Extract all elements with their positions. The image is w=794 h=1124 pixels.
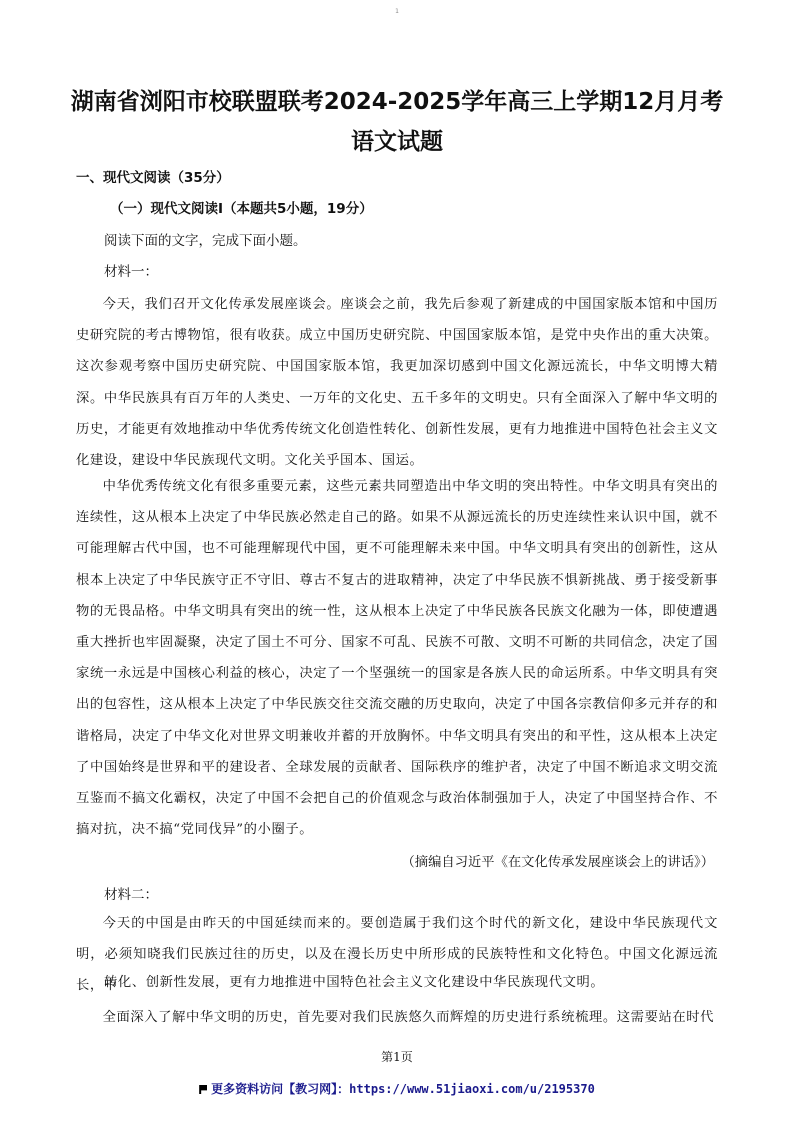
material-two-paragraph-1-continued: 转化、创新性发展，更有力地推进中国特色社会主义文化建设中华民族现代文明。 — [104, 975, 605, 990]
material-one-source: （摘编自习近平《在文化传承发展座谈会上的讲话》） — [401, 855, 714, 870]
paragraph-text: 今天的中国是由昨天的中国延续而来的。要创造属于我们这个时代的新文化，建设中华民族现代文明，必须知晓我们民族过往的历史，以及在漫长历史中所形成的民族特性和文化特色。中国文化源远流长，中 — [76, 916, 718, 994]
reading-instruction: 阅读下面的文字，完成下面小题。 — [104, 233, 307, 249]
subsection-heading: （一）现代文阅读Ⅰ（本题共5小题，19分） — [110, 201, 373, 217]
material-one-paragraph-2 — [76, 471, 718, 845]
paragraph-text: 中华优秀传统文化有很多重要元素，这些元素共同塑造出中华文明的突出特性。中华文明具有突出的连续性，这从根本上决定了中华民族必然走自己的路。如果不从源远流长的历史连续性来认识中国，就不可能理解古代中国，也不可能理解现代中国，更不可能理解未来中国。中华文明具有突出的创新性，这从根本上决定了中华民族守正不守旧、尊古不复古的进取精神，决定了中华民族不惧新挑战、勇于接受新事物的无畏品格。中华文明具有突出的统一性，这从根本上决定了中华民族各民族文化融为一体，即使遭遇重大挫折也牢固凝聚，决定了国土不可分、国家不可乱、民族不可散、文明不可断的共同信念，决定了国家统一永远是中国核心利益的核心，决定了一个坚强统一的国家是各族人民的命运所系。中华文明具有突出的包容性，这从根本上决定了中华民族交往交流交融的历史取向，决定了中国各宗教信仰多元并存的和谐格局，决定了中华文化对世界文明兼收并蓄的开放胸怀。中华文明具有突出的和平性，这从根本上决定了中国始终是世界和平的建设者、全球发展的贡献者、国际秩序的维护者，决定了中国不断追求文明交流互鉴而不搞文化霸权，决定了中国不会把自己的价值观念与政治体制强加于人，决定了中国坚持合作、不搞对抗，决不搞“党同伐异”的小圈子。 — [76, 479, 718, 838]
material-two-paragraph-2 — [76, 1002, 718, 1033]
page-number: 第1页 — [381, 1050, 413, 1064]
material-one-label: 材料一： — [104, 264, 158, 280]
paragraph-text: 全面深入了解中华文明的历史，首先要对我们民族悠久而辉煌的历史进行系统梳理。这需要站在时代 — [102, 1010, 715, 1025]
exam-title: 湖南省浏阳市校联盟联考2024-2025学年高三上学期12月月考语文试题 — [70, 89, 724, 155]
footer-link[interactable] — [0, 1080, 794, 1097]
material-two-label: 材料二： — [104, 887, 158, 903]
section-heading: 一、现代文阅读（35分） — [76, 170, 230, 186]
paragraph-text: 今天，我们召开文化传承发展座谈会。座谈会之前，我先后参观了新建成的中国国家版本馆和中国历史研究院的考古博物馆，很有收获。成立中国历史研究院、中国国家版本馆，是党中央作出的重大决策。这次参观考察中国历史研究院、中国国家版本馆，我更加深切感到中国文化源远流长，中华文明博大精深。中华民族具有百万年的人类史、一万年的文化史、五千多年的文明史。只有全面深入了解中华文明的历史，才能更有效地推动中华优秀传统文化创造性转化、创新性发展，更有力地推进中国特色社会主义文化建设，建设中华民族现代文明。文化关乎国本、国运。 — [76, 297, 718, 469]
flag-icon — [199, 1085, 207, 1094]
page-top-mark: 1 — [395, 8, 399, 15]
footer-link-text[interactable]: 更多资料访问【教习网】：https://www.51jiaoxi.com/u/2195370 — [211, 1082, 595, 1096]
material-one-paragraph-1 — [76, 289, 718, 476]
